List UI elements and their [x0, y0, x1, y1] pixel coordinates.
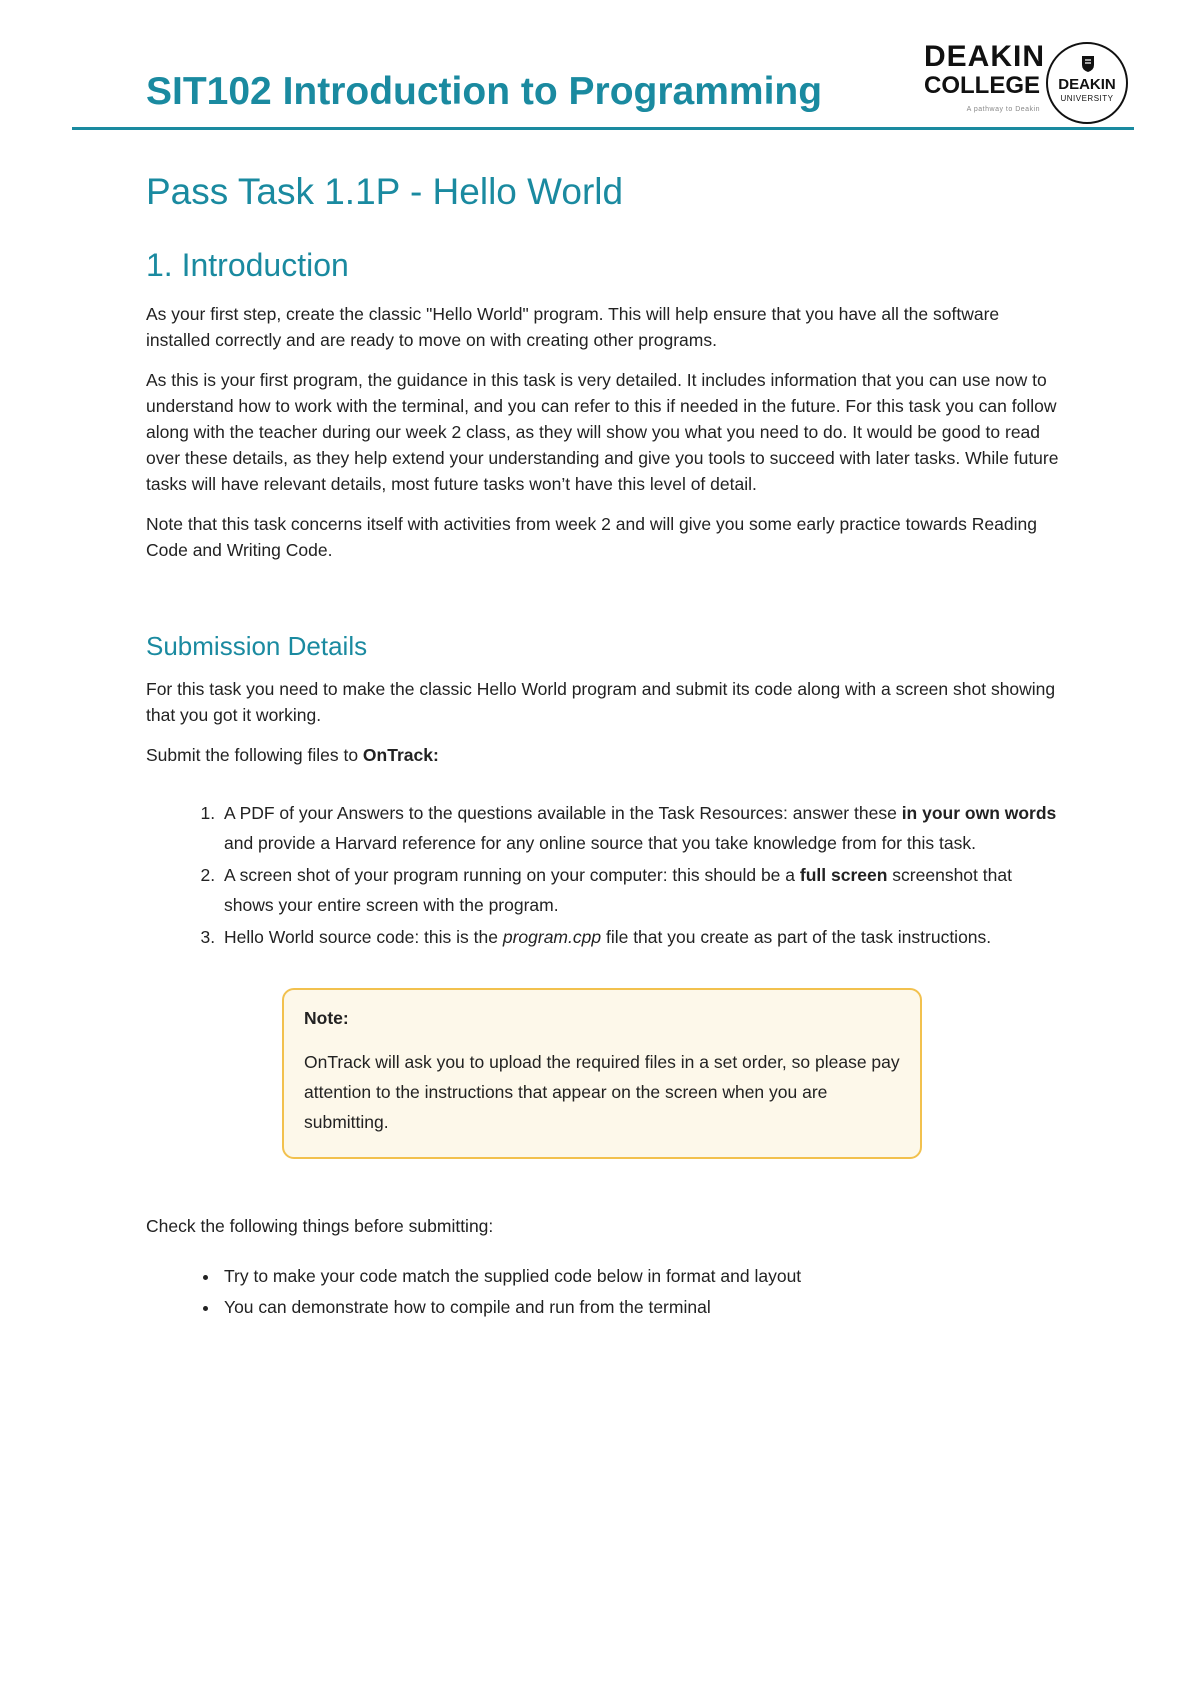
college-line1: DEAKIN	[924, 40, 1046, 73]
item-text: screenshot that shows your entire screen with the program.	[224, 864, 1012, 915]
course-title: SIT102 Introduction to Programming	[146, 70, 823, 113]
item-emphasis: program.cpp	[502, 926, 602, 947]
intro-paragraph-2: As this is your first program, the guidance in this task is very detailed. It includes information that you can use now to understand how to work with the terminal, and you can refer to this if needed in the future. For this task you can follow along with the teacher during our week 2 class, as they will show you what you need to do. It would be good to read over these details, as they help extend your understanding and give you tools to succeed with later tasks. While future tasks will have relevant details, most future tasks won’t have this level of detail.	[146, 369, 1059, 494]
submission-heading: Submission Details	[146, 630, 368, 661]
college-tagline: A pathway to Deakin	[966, 106, 1040, 113]
note-title: Note:	[304, 1007, 349, 1028]
note-callout	[282, 988, 922, 1159]
crest-icon	[1081, 55, 1095, 73]
list-item: • Try to make your code match the supplied code below in format and layout	[220, 1261, 1066, 1292]
university-line1: DEAKIN	[1058, 76, 1116, 93]
college-line2: COLLEGE	[924, 72, 1041, 99]
item-text: Hello World source code: this is the	[224, 926, 503, 947]
list-item	[220, 798, 1066, 858]
item-emphasis: full screen	[799, 864, 888, 885]
item-text: A screen shot of your program running on your computer: this should be a	[224, 864, 800, 885]
header-divider	[72, 127, 1134, 130]
item-text: file that you create as part of the task instructions.	[601, 926, 992, 947]
university-line2: UNIVERSITY	[1060, 94, 1114, 103]
checklist	[146, 1261, 1066, 1323]
submit-instruction	[146, 742, 1066, 768]
list-item	[220, 860, 1066, 920]
deakin-college-wordmark	[924, 40, 1046, 113]
submit-target: OnTrack:	[362, 744, 439, 765]
item-emphasis: in your own words	[901, 802, 1057, 823]
check-intro: Check the following things before submitting:	[146, 1215, 494, 1236]
intro-paragraph-1: As your first step, create the classic "Hello World" program. This will help ensure that you have all the software installed correctly and are ready to move on with creating other programs.	[146, 303, 1000, 350]
submission-paragraph: For this task you need to make the classic Hello World program and submit its code along with a screen shot showing that you got it working.	[146, 678, 1056, 725]
intro-paragraph-3: Note that this task concerns itself with activities from week 2 and will give you some early practice towards Reading Code and Writing Code.	[146, 513, 1037, 560]
note-text: OnTrack will ask you to upload the required files in a set order, so please pay attention to the instructions that appear on the screen when you are submitting.	[304, 1051, 900, 1132]
item-text: A PDF of your Answers to the questions available in the Task Resources: answer these	[224, 802, 902, 823]
document-body	[146, 170, 1066, 1323]
deakin-logo	[924, 42, 1144, 124]
task-title: Pass Task 1.1P - Hello World	[146, 171, 624, 212]
submit-prefix: Submit the following files to	[146, 744, 363, 765]
intro-heading: 1. Introduction	[146, 247, 349, 284]
list-item	[220, 922, 1066, 952]
submission-file-list	[146, 798, 1066, 952]
list-item: • You can demonstrate how to compile and run from the terminal	[220, 1292, 1066, 1323]
item-text: and provide a Harvard reference for any online source that you take knowledge from for this task.	[224, 832, 976, 853]
deakin-university-seal	[1046, 42, 1128, 124]
